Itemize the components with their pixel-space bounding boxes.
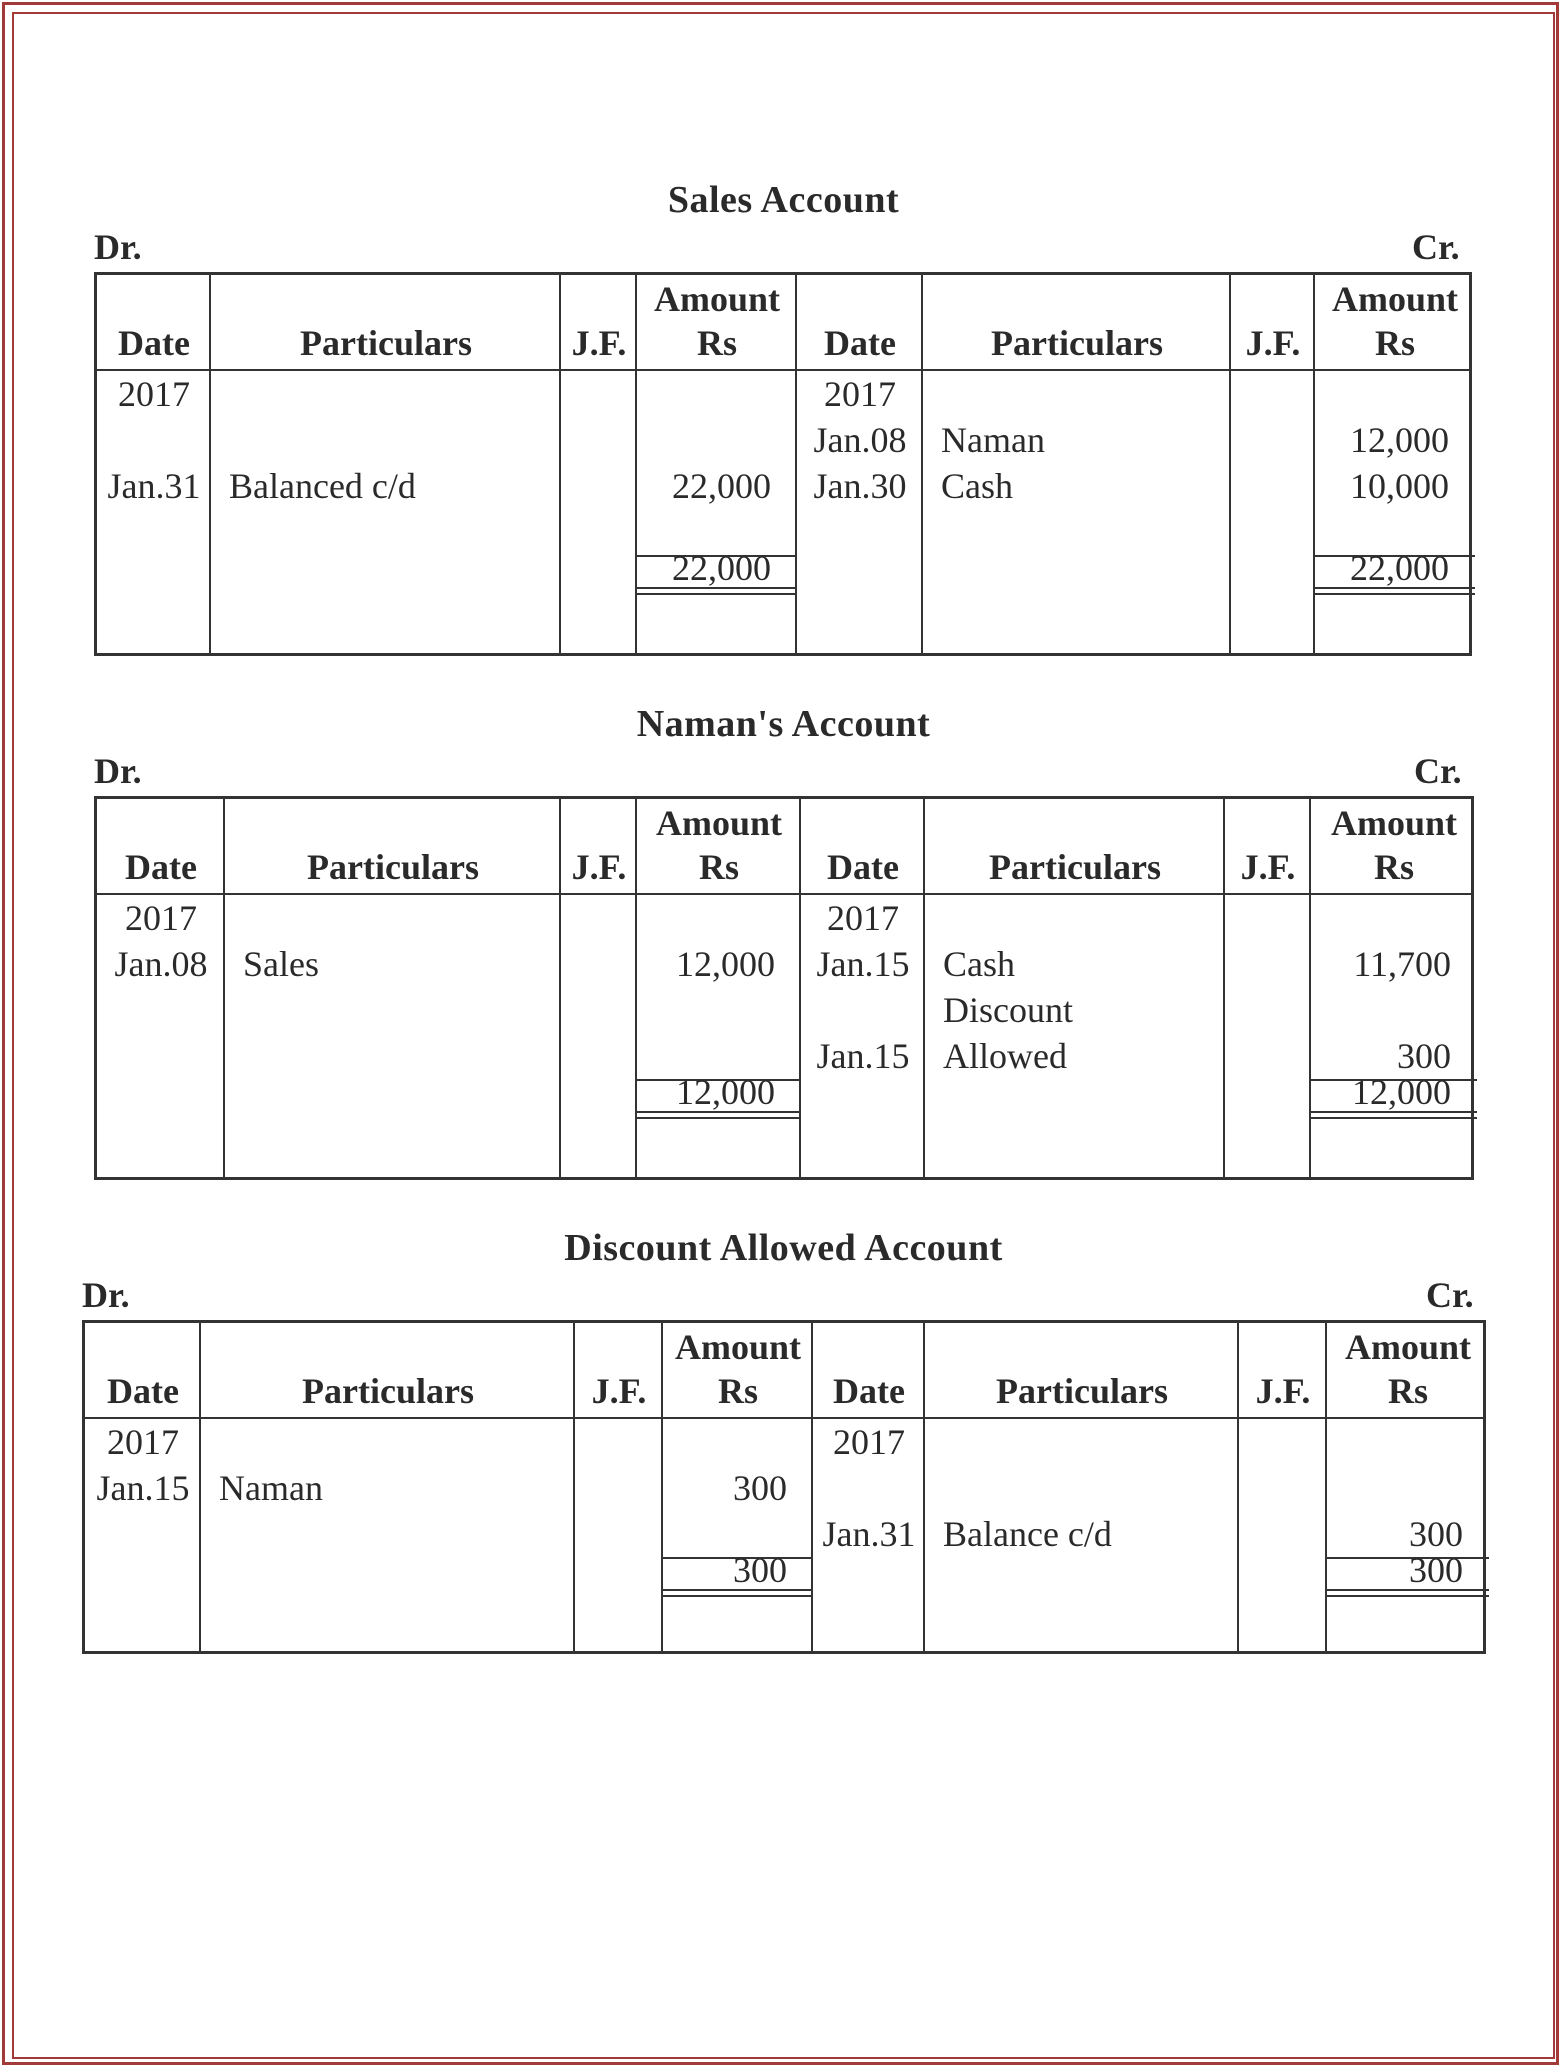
header-amount: Amount [1344,1327,1472,1367]
entry-total: 12,000 [676,1072,775,1112]
entry-particulars: Naman [941,420,1045,460]
entry-particulars: Allowed [943,1036,1067,1076]
entry-amount: 12,000 [1350,420,1449,460]
debit-label: Dr. [82,1275,130,1315]
credit-label: Cr. [1426,1275,1474,1315]
entry-date: 2017 [827,898,899,938]
entry-amount: 12,000 [676,944,775,984]
entry-particulars: Balance c/d [943,1514,1112,1554]
double-rule [1311,1111,1477,1119]
account-title: Discount Allowed Account [564,1227,1003,1269]
header-jf: J.F. [571,323,627,363]
entry-amount: 300 [1397,1036,1451,1076]
account-title: Naman's Account [636,703,931,745]
header-amount: Amount [655,803,783,843]
account-title: Sales Account [667,179,900,221]
header-particulars: Particulars [989,847,1161,887]
header-date: Date [118,323,190,363]
header-divider [97,893,1471,895]
entry-date: Jan.31 [822,1514,916,1554]
header-particulars: Particulars [991,323,1163,363]
entry-date: Jan.08 [813,420,907,460]
header-date: Date [125,847,197,887]
header-particulars: Particulars [996,1371,1168,1411]
double-rule [1327,1589,1489,1597]
entry-date: Jan.15 [816,944,910,984]
header-divider [85,1417,1483,1419]
header-amount-unit: Rs [696,323,737,363]
header-date: Date [107,1371,179,1411]
entry-particulars: Cash [943,944,1015,984]
header-amount-unit: Rs [1374,323,1415,363]
header-particulars: Particulars [300,323,472,363]
entry-date: Jan.31 [107,466,201,506]
header-jf: J.F. [591,1371,647,1411]
header-amount-unit: Rs [717,1371,758,1411]
entry-total: 22,000 [1350,548,1449,588]
header-jf: J.F. [1245,323,1301,363]
header-amount-unit: Rs [1373,847,1414,887]
entry-amount: 11,700 [1353,944,1451,984]
double-rule [663,1589,813,1597]
header-amount: Amount [1330,803,1458,843]
entry-amount: 300 [733,1468,787,1508]
entry-date: 2017 [824,374,896,414]
entry-date: 2017 [118,374,190,414]
header-amount-unit: Rs [1387,1371,1428,1411]
header-date: Date [827,847,899,887]
credit-label: Cr. [1412,227,1460,267]
entry-date: 2017 [107,1422,179,1462]
header-amount: Amount [1331,279,1459,319]
ledger-account [0,1228,1567,1654]
debit-label: Dr. [94,751,142,791]
header-amount-unit: Rs [698,847,739,887]
entry-total: 12,000 [1352,1072,1451,1112]
header-date: Date [833,1371,905,1411]
entry-date: Jan.08 [114,944,208,984]
ledger-account [0,180,1567,656]
entry-amount: 300 [1409,1514,1463,1554]
entry-total: 300 [733,1550,787,1590]
entry-particulars: Cash [941,466,1013,506]
header-amount: Amount [674,1327,802,1367]
entry-particulars: Discount [943,990,1073,1030]
entry-date: 2017 [125,898,197,938]
header-jf: J.F. [1255,1371,1311,1411]
double-rule [637,1111,801,1119]
header-jf: J.F. [1240,847,1296,887]
entry-total: 22,000 [672,548,771,588]
header-divider [97,369,1469,371]
ledger-table [82,1320,1486,1654]
entry-date: 2017 [833,1422,905,1462]
header-particulars: Particulars [307,847,479,887]
ledger-table [94,796,1474,1180]
entry-particulars: Naman [219,1468,323,1508]
debit-label: Dr. [94,227,142,267]
entry-date: Jan.15 [96,1468,190,1508]
entry-particulars: Sales [243,944,319,984]
entry-total: 300 [1409,1550,1463,1590]
double-rule [1315,587,1475,595]
header-amount: Amount [653,279,781,319]
entry-date: Jan.30 [813,466,907,506]
entry-date: Jan.15 [816,1036,910,1076]
header-date: Date [824,323,896,363]
header-jf: J.F. [571,847,627,887]
entry-particulars: Balanced c/d [229,466,416,506]
header-particulars: Particulars [302,1371,474,1411]
ledger-table [94,272,1472,656]
credit-label: Cr. [1414,751,1462,791]
double-rule [637,587,797,595]
ledger-account [0,704,1567,1180]
entry-amount: 10,000 [1350,466,1449,506]
entry-amount: 22,000 [672,466,771,506]
